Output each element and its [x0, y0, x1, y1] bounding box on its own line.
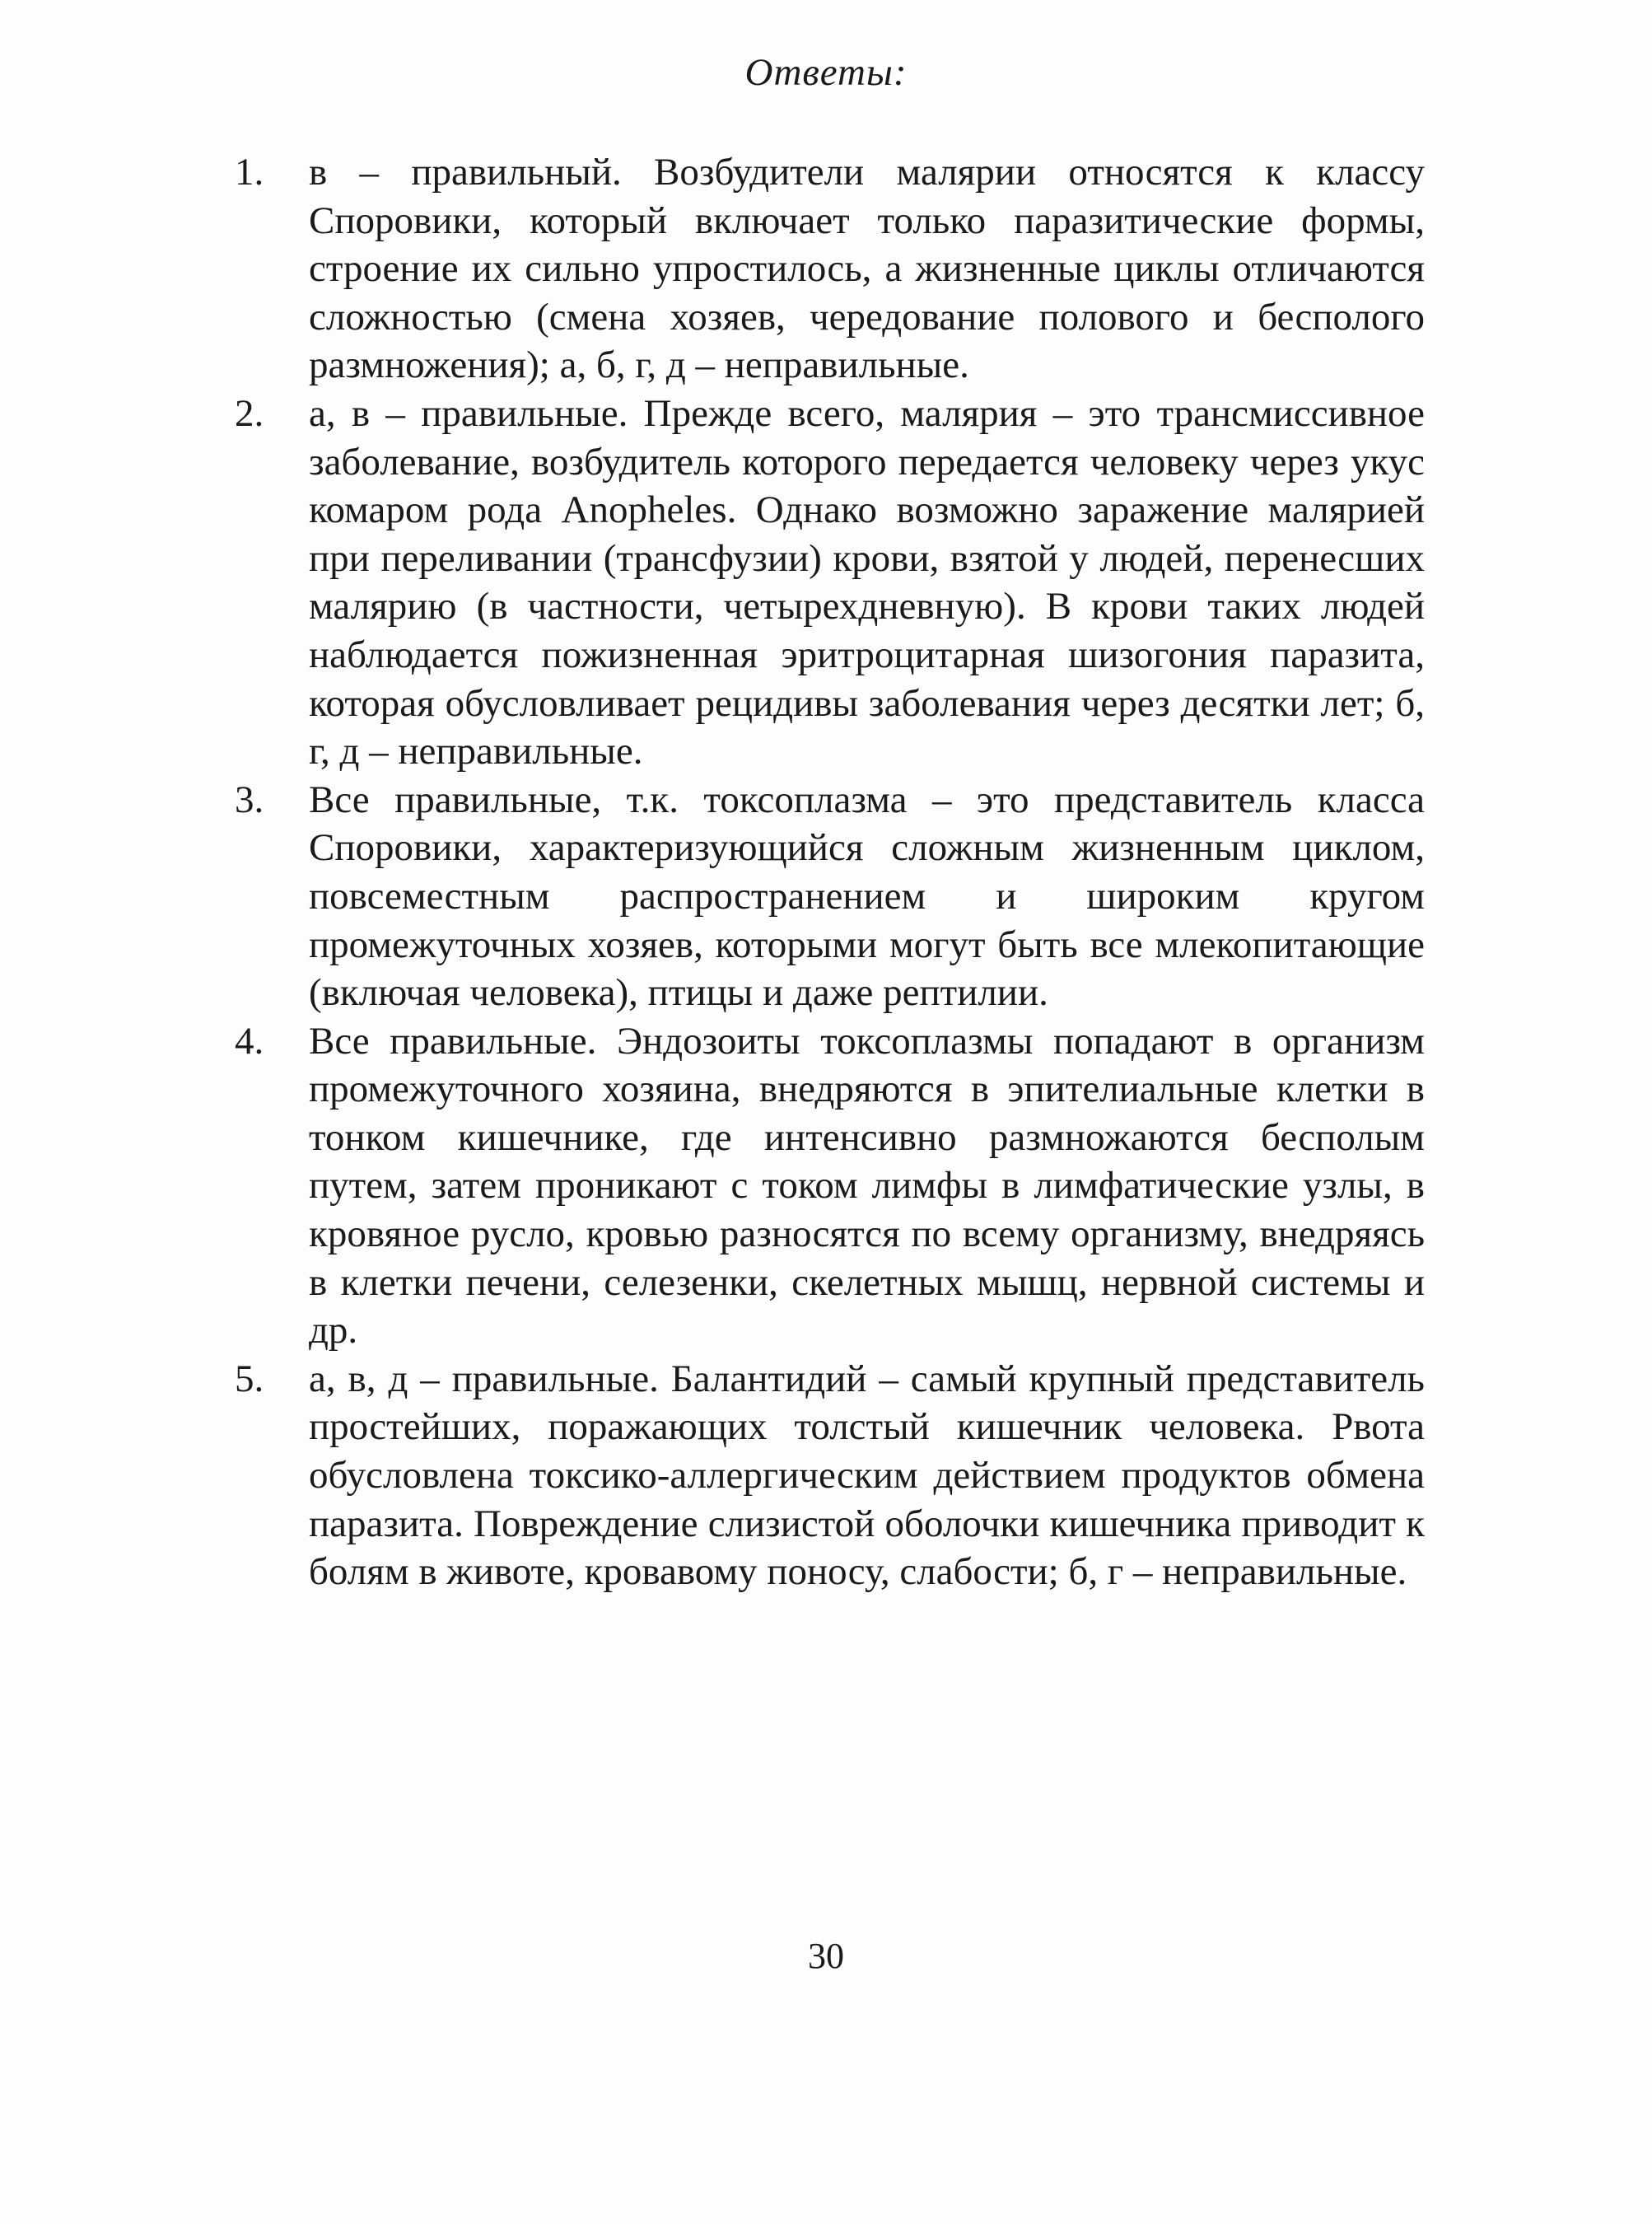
page-number: 30 [808, 1936, 844, 1976]
answer-item-4 [222, 1017, 1425, 1355]
answer-item-2 [222, 390, 1425, 776]
answer-number: 2. [235, 391, 264, 435]
answer-number: 3. [235, 778, 264, 821]
answer-item-1 [222, 148, 1425, 390]
section-heading: Ответы: [744, 51, 908, 94]
answer-text: в – правильный. Возбудители малярии относятся к классу Споровики, который включает только паразитические формы, строение их сильно упростилось, а жизненные циклы отличаются сложностью (смена хозяев, чередование полового и бесполого размножения); а, б, г, д – неправильные. [309, 151, 1425, 387]
answers-list [222, 148, 1425, 1596]
answer-text: Все правильные. Эндозоиты токсоплазмы попадают в организм промежуточного хозяина, внедряются в эпителиальные клетки в тонком кишечнике, где интенсивно размножаются бесполым путем, затем проникают с током лимфы в лимфатические узлы, в кровяное русло, кровью разносятся по всему организму, внедряясь в клетки печени, селезенки, скелетных мышц, нервной системы и др. [309, 1019, 1425, 1353]
answer-item-3 [222, 776, 1425, 1017]
answer-number: 4. [235, 1019, 264, 1063]
answer-text: а, в, д – правильные. Балантидий – самый крупный представитель простейших, поражающих толстый кишечник человека. Рвота обусловлена токсико-аллергическим действием продуктов обмена паразита. Повреждение слизистой оболочки кишечника приводит к болям в животе, кровавому поносу, слабости; б, г – неправильные. [309, 1357, 1425, 1594]
answer-text: а, в – правильные. Прежде всего, малярия – это трансмиссивное заболевание, возбудитель которого передается человеку через укус комаром рода Anopheles. Однако возможно заражение малярией при переливании (трансфузии) крови, взятой у людей, перенесших малярию (в частности, четырехдневную). В крови таких людей наблюдается пожизненная эритроцитарная шизогония паразита, которая обусловливает рецидивы заболевания через десятки лет; б, г, д – неправильные. [309, 391, 1425, 773]
answer-item-5 [222, 1355, 1425, 1596]
answer-text: Все правильные, т.к. токсоплазма – это представитель класса Споровики, характеризующийся сложным жизненным циклом, повсеместным распространением и широким кругом промежуточных хозяев, которыми могут быть все млекопитающие (включая человека), птицы и даже рептилии. [309, 778, 1425, 1015]
answer-number: 5. [235, 1357, 264, 1400]
answer-number: 1. [235, 151, 264, 194]
